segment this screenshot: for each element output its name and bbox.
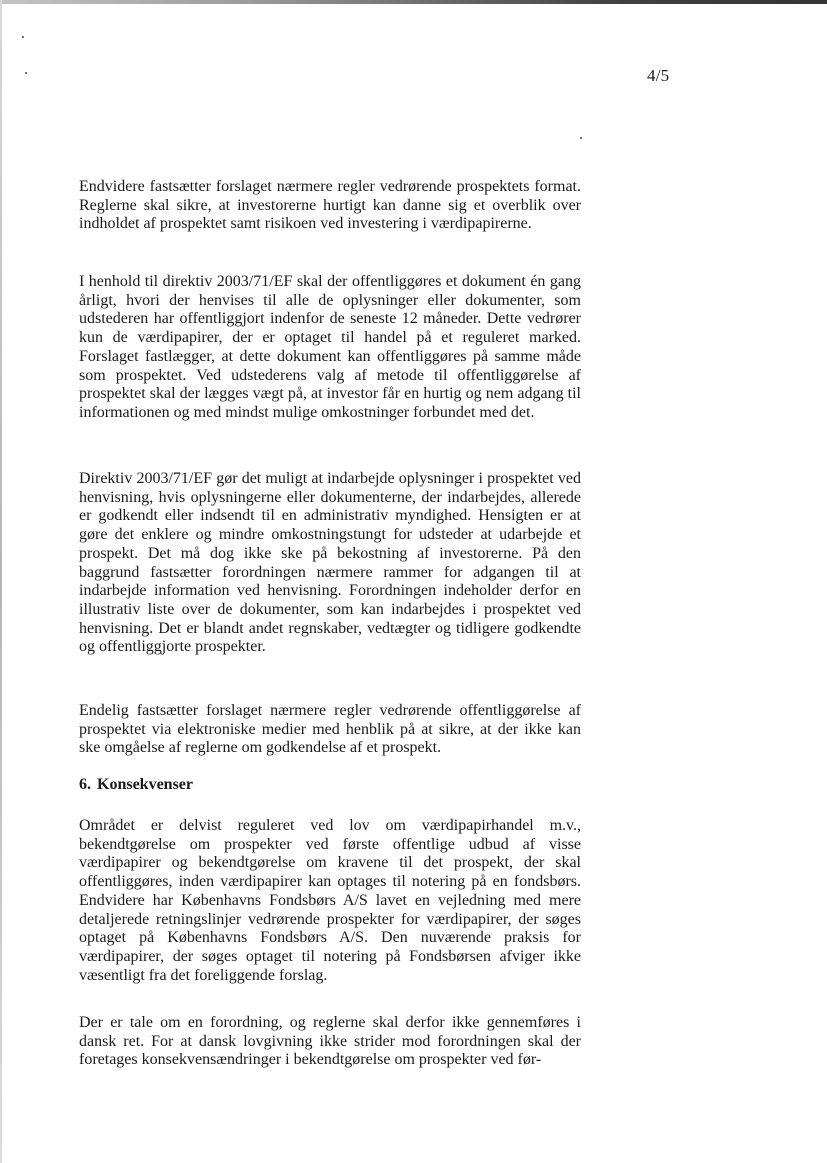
- paragraph-incorporation-by-reference: [79, 470, 581, 657]
- section-heading: [79, 775, 193, 794]
- paragraph-format: [79, 178, 581, 234]
- paragraph-current-regulation: [79, 817, 581, 985]
- paragraph-electronic-publication: [79, 702, 581, 758]
- scan-speck: [25, 72, 27, 74]
- scan-speck: [22, 36, 24, 38]
- paragraph-text: Der er tale om en forordning, og reglerne skal derfor ikke gennemføres i dansk ret. For at dansk lovgivning ikke strider mod forordningen skal der foretages konsekvensændringer i bekendtgørelse om prospekter ved før-: [79, 1014, 581, 1069]
- paragraph-annual-document: [79, 273, 581, 423]
- scan-top-edge: [0, 0, 827, 4]
- paragraph-text: Endelig fastsætter forslaget nærmere regler vedrørende offentliggørelse af prospektet via elektroniske medier med henblik på at sikre, at der ikke kan ske omgåelse af reglerne om godkendelse af et prospekt.: [79, 702, 581, 757]
- section-title: Konsekvenser: [97, 776, 193, 793]
- scan-left-edge: [0, 0, 2, 1163]
- paragraph-text: I henhold til direktiv 2003/71/EF skal der offentliggøres et dokument én gang årligt, hvori der henvises til alle de oplysninger eller dokumenter, som udstederen har offentliggjort indenfor de seneste 12 måneder. Dette vedrører kun de værdipapirer, der er optaget til handel på et reguleret marked. Forslaget fastlægger, at dette dokument kan offentliggøres på samme måde som prospektet. Ved udstederens valg af metode til offentliggørelse af prospektet skal der lægges vægt på, at investor får en hurtig og nem adgang til informationen og med mindst mulige omkostninger forbundet med det.: [79, 273, 581, 421]
- page-number: 4/5: [647, 66, 670, 85]
- paragraph-text: Direktiv 2003/71/EF gør det muligt at indarbejde oplysninger i prospektet ved henvisning, hvis oplysningerne eller dokumenterne, der indarbejdes, allerede er godkendt eller indsendt til en administrativ myndighed. Hensigten er at gøre det enklere og mindre omkostningstungt for udsteder at udarbejde et prospekt. Det må dog ikke ske på bekostning af investorerne. På den baggrund fastsætter forordningen nærmere rammer for adgangen til at indarbejde information ved henvisning. Forordningen indeholder derfor en illustrativ liste over de dokumenter, som kan indarbejdes i prospektet ved henvisning. Det er blandt andet regnskaber, vedtægter og tidligere godkendte og offentliggjorte prospekter.: [79, 470, 581, 656]
- scan-speck: [580, 137, 582, 139]
- paragraph-text: Endvidere fastsætter forslaget nærmere regler vedrørende prospektets format. Reglerne skal sikre, at investorerne hurtigt kan danne sig et overblik over indholdet af prospektet samt risikoen ved investering i værdipapirerne.: [79, 178, 581, 233]
- paragraph-consequential-amendments: [79, 1014, 581, 1070]
- section-number: 6.: [79, 776, 91, 793]
- paragraph-text: Området er delvist reguleret ved lov om værdipapirhandel m.v., bekendtgørelse om prospekter ved første offentlige udbud af visse værdipapirer og bekendtgørelse om kravene til det prospekt, der skal offentliggøres, inden værdipapirer kan optages til notering på en fondsbørs. Endvidere har Københavns Fondsbørs A/S lavet en vejledning med mere detaljerede retningslinjer vedrørende prospekter for værdipapirer, der søges optaget på Københavns Fondsbørs A/S. Den nuværende praksis for værdipapirer, der søges optaget til notering på Fondsbørsen afviger ikke væsentligt fra det foreliggende forslag.: [79, 817, 581, 984]
